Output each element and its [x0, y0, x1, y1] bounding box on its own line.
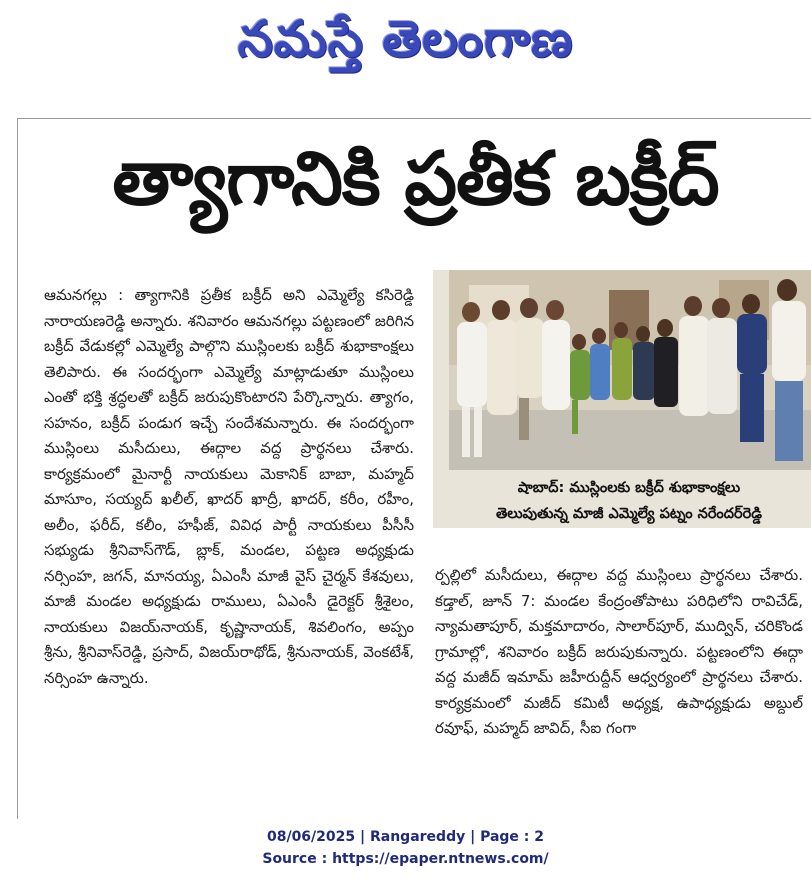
article-headline	[20, 126, 811, 250]
article-right-column: ర్పల్లిలో మసీదులు, ఈద్గాల వద్ద ముస్లింలు ప్రార్థనలు చేశారు. కడ్తాల్, జూన్ 7: మండల కేంద్రంతోపాటు పరిధిలోని రావిచేడ్, న్యామతాపూర్, మక్తమాదారం, సాలార్‌పూర్, ముద్విన్, చరికొండ గ్రామాల్లో, శనివారం బక్రీద్ జరుపుకున్నారు. పట్టణంలోని ఈద్గా వద్ద మజీద్ ఇమామ్ జహీరుద్దీన్ ఆధ్వర్యంలో ప్రార్థనలు చేశారు. కార్యక్రమంలో మజీద్ కమిటీ అధ్యక్ష, ఉపాధ్యక్షుడు అబ్దుల్ రవూఫ్, మహ్మద్ జావిద్, సీఐ గంగా	[435, 566, 803, 737]
news-photo	[449, 270, 811, 470]
footer	[0, 826, 811, 886]
caption-line-2: తెలుపుతున్న మాజీ ఎమ్మెల్యే పట్నం నరేందర్‌రెడ్డి	[496, 506, 762, 522]
photo-caption	[447, 475, 811, 527]
masthead-title: నమస్తే తెలంగాణ	[237, 9, 574, 68]
newspaper-masthead	[0, 0, 811, 90]
caption-line-1: షాబాద్: ముస్లింలకు బక్రీద్ శుభాకాంక్షలు	[517, 480, 741, 496]
headline-text: త్యాగానికి ప్రతీక బక్రీద్	[112, 136, 719, 222]
edition-info: 08/06/2025 | Rangareddy | Page : 2	[266, 829, 545, 845]
article-left-column: ఆమనగల్లు : త్యాగానికి ప్రతీక బక్రీద్ అని ఎమ్మెల్యే కసిరెడ్డి నారాయణరెడ్డి అన్నారు. శనివారం ఆమనగల్లు పట్టణంలో జరిగిన బక్రీద్ వేడుకల్లో ఎమ్మెల్యే పాల్గొని ముస్లింలకు బక్రీద్ శుభాకాంక్షలు తెలిపారు. ఈ సందర్భంగా ఎమ్మెల్యే మాట్లాడుతూ ముస్లింలు ఎంతో భక్తి శ్రద్ధలతో బక్రీద్ జరుపుకొంటారని పేర్కొన్నారు. త్యాగం, సహనం, బక్రీద్ పండుగ ఇచ్చే సందేశమన్నారు. ఈ సందర్భంగా ముస్లింలు మసీదులు, ఈద్గాల వద్ద ప్రార్థనలు చేశారు. కార్యక్రమంలో మైనార్టీ నాయకులు మెకానిక్ బాబా, మహ్మద్ మాసూం, సయ్యద్ ఖలీల్, ఖాదర్ ఖాద్రీ, ఖాదర్, కరీం, రహీం, అలీం, ఫరీద్, కలీం, హఫీజ్, వివిధ పార్టీ నాయకులు పీసీసీ సభ్యుడు శ్రీనివాస్‌గౌడ్, బ్లాక్, మండల, పట్టణ అధ్యక్షుడు నర్సింహ, జగన్, మానయ్య, ఏఎంసీ మాజీ వైస్ చైర్మన్ కేశవులు, మాజీ మండల అధ్యక్షుడు రాములు, ఏఎంసీ డైరెక్టర్ శ్రీశైలం, నాయకులు విజయ్‌నాయక్, కృష్ణానాయక్, శివలింగం, అప్పం శ్రీను, శ్రీనివాస్‌రెడ్డి, ప్రసాద్, విజయ్‌రాథోడ్, శ్రీనునాయక్, వెంకటేశ్, నర్సింహ ఉన్నారు.	[44, 286, 414, 687]
source-link[interactable]: Source : https://epaper.ntnews.com/	[262, 851, 549, 867]
